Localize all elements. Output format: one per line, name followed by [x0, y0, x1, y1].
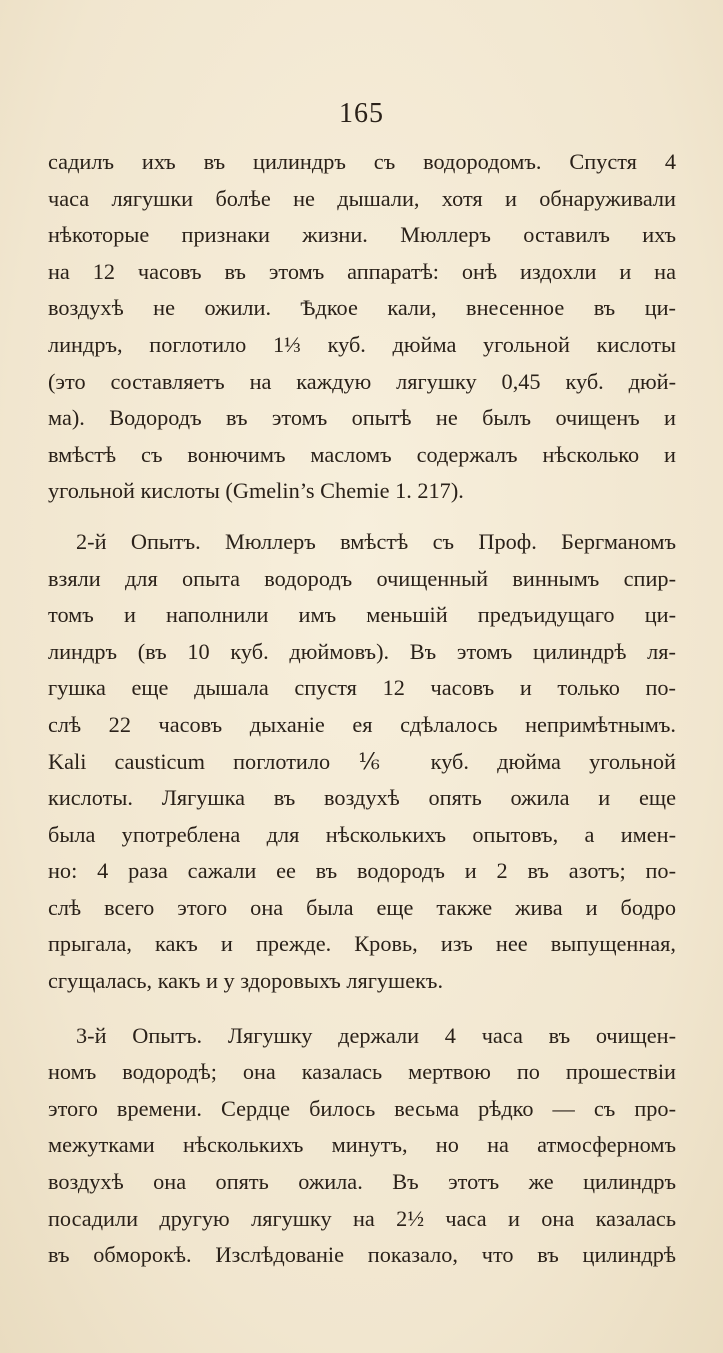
- text-line: этого времени. Сердце билось весьма рѣдко — съ про-: [48, 1095, 676, 1121]
- text-line: кислоты. Лягушка въ воздухѣ опять ожила и еще: [48, 785, 676, 811]
- text-line: сгущалась, какъ и у здоровыхъ лягушекъ.: [48, 968, 444, 994]
- text-line: взяли для опыта водородъ очищенный виннымъ спир-: [48, 565, 676, 591]
- text-line: номъ водородѣ; она казалась мертвою по прошествіи: [48, 1059, 676, 1085]
- text-line: воздухѣ она опять ожила. Въ этотъ же цилиндръ: [48, 1169, 676, 1195]
- text-line: 3-й Опытъ. Лягушку держали 4 часа въ очищен-: [76, 1022, 676, 1048]
- text-line: прыгала, какъ и прежде. Кровь, изъ нее выпущенная,: [48, 931, 676, 957]
- paragraph-2: [48, 524, 676, 1000]
- body-text: [48, 144, 676, 1274]
- text-line: но: 4 раза сажали ее въ водородъ и 2 въ азотъ; по-: [48, 858, 676, 884]
- text-line: слѣ всего этого она была еще также жива и бодро: [48, 894, 676, 920]
- text-line: въ обморокѣ. Изслѣдованіе показало, что въ цилиндрѣ: [48, 1242, 676, 1268]
- text-line: ма). Водородъ въ этомъ опытѣ не былъ очищенъ и: [48, 405, 676, 431]
- paragraph-3: [48, 1018, 676, 1274]
- text-line: (это составляетъ на каждую лягушку 0,45 куб. дюй-: [48, 368, 676, 394]
- text-line: слѣ 22 часовъ дыханіе ея сдѣлалось непримѣтнымъ.: [48, 711, 676, 737]
- text-line: нѣкоторые признаки жизни. Мюллеръ оставилъ ихъ: [48, 222, 676, 248]
- text-line: посадили другую лягушку на 2½ часа и она казалась: [48, 1205, 676, 1231]
- text-line: воздухѣ не ожили. Ѣдкое кали, внесенное въ ци-: [48, 295, 676, 321]
- text-line: на 12 часовъ въ этомъ аппаратѣ: онѣ издохли и на: [48, 258, 676, 284]
- text-line: линдръ (въ 10 куб. дюймовъ). Въ этомъ цилиндрѣ ля-: [48, 638, 676, 664]
- page-number: 165: [339, 98, 384, 129]
- text-line: вмѣстѣ съ вонючимъ масломъ содержалъ нѣсколько и: [48, 441, 676, 467]
- text-line: часа лягушки болѣе не дышали, хотя и обнаруживали: [48, 185, 676, 211]
- text-line: угольной кислоты (Gmelin’s Chemie 1. 217).: [48, 478, 464, 504]
- text-line: была употреблена для нѣсколькихъ опытовъ, а имен-: [48, 821, 676, 847]
- text-line: межутками нѣсколькихъ минутъ, но на атмосферномъ: [48, 1132, 676, 1158]
- text-line: садилъ ихъ въ цилиндръ съ водородомъ. Спустя 4: [48, 149, 676, 174]
- text-line: Kali causticum поглотило ⅙ куб. дюйма угольной: [48, 748, 676, 774]
- text-line: томъ и наполнили имъ меньшій предъидущаго ци-: [48, 602, 676, 628]
- text-line: линдръ, поглотило 1⅓ куб. дюйма угольной кислоты: [48, 331, 676, 357]
- text-line: гушка еще дышала спустя 12 часовъ и только по-: [48, 675, 676, 701]
- text-line: 2-й Опытъ. Мюллеръ вмѣстѣ съ Проф. Бергманомъ: [76, 528, 676, 554]
- paragraph-1: [48, 144, 676, 510]
